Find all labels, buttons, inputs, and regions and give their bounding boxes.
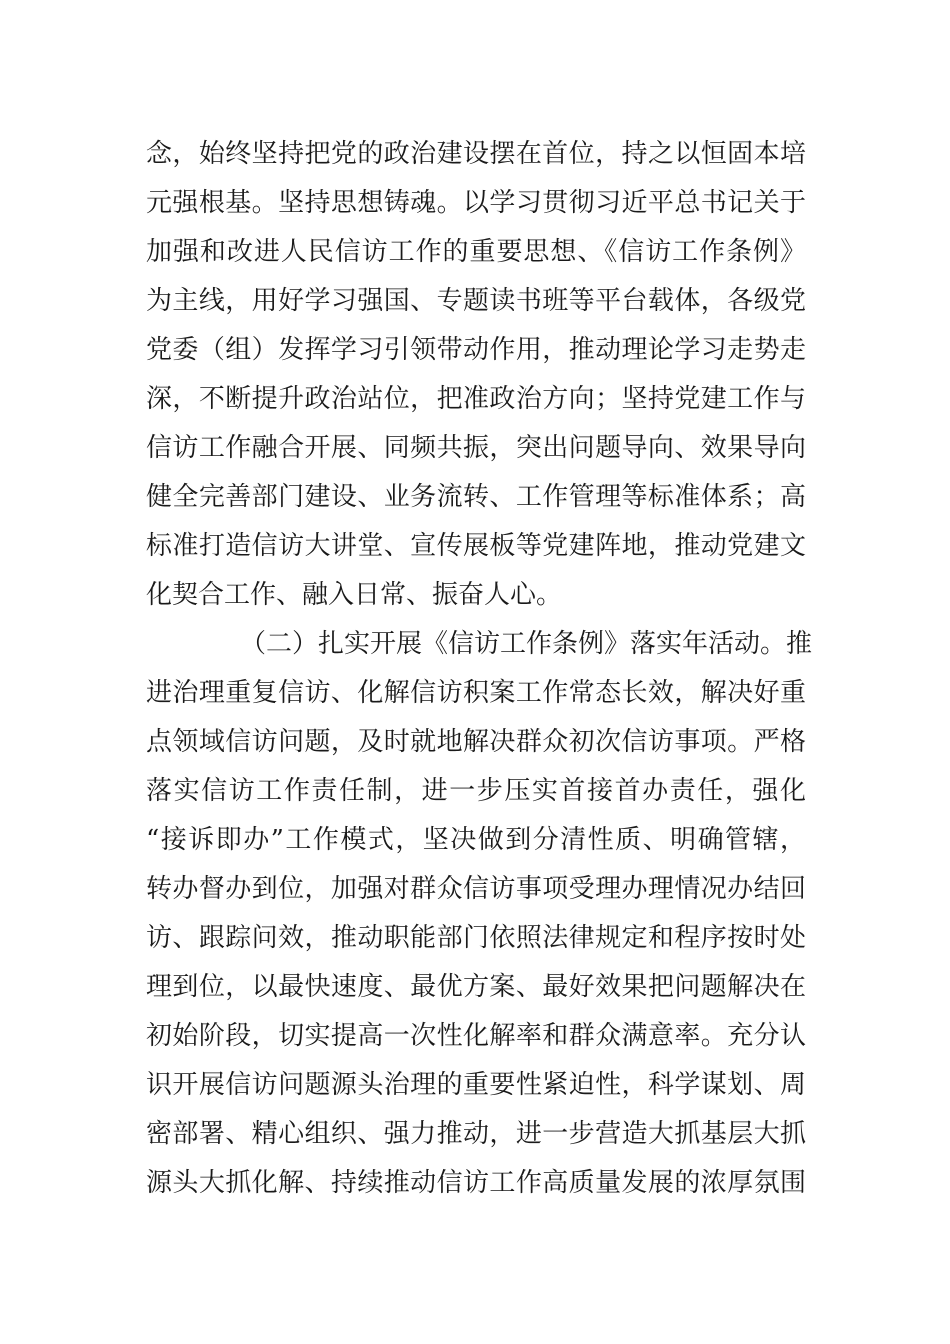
- text-line: 党委（组）发挥学习引领带动作用，推动理论学习走势走: [146, 335, 806, 365]
- text-line: 念，始终坚持把党的政治建设摆在首位，持之以恒固本培: [146, 139, 806, 169]
- text-line: 访、跟踪问效，推动职能部门依照法律规定和程序按时处: [146, 923, 806, 953]
- text-line: 信访工作融合开展、同频共振，突出问题导向、效果导向: [146, 433, 806, 463]
- text-line: 化契合工作、融入日常、振奋人心。: [146, 580, 563, 610]
- section-heading-line: （二）扎实开展《信访工作条例》落实年活动。推: [240, 629, 813, 659]
- text-line: 理到位，以最快速度、最优方案、最好效果把问题解决在: [146, 972, 806, 1002]
- text-line: “接诉即办”工作模式，坚决做到分清性质、明确管辖，: [146, 825, 806, 855]
- text-line: 落实信访工作责任制，进一步压实首接首办责任，强化: [146, 776, 806, 806]
- text-line: 进治理重复信访、化解信访积案工作常态长效，解决好重: [146, 678, 806, 708]
- text-line: 密部署、精心组织、强力推动，进一步营造大抓基层大抓: [146, 1119, 806, 1149]
- text-line: 源头大抓化解、持续推动信访工作高质量发展的浓厚氛围: [146, 1168, 806, 1198]
- text-line: 为主线，用好学习强国、专题读书班等平台载体，各级党: [146, 286, 806, 316]
- text-line: 标准打造信访大讲堂、宣传展板等党建阵地，推动党建文: [146, 531, 806, 561]
- text-line: 健全完善部门建设、业务流转、工作管理等标准体系；高: [146, 482, 806, 512]
- text-line: 识开展信访问题源头治理的重要性紧迫性，科学谋划、周: [146, 1070, 806, 1100]
- text-line: 转办督办到位，加强对群众信访事项受理办理情况办结回: [146, 874, 806, 904]
- text-line: 点领域信访问题，及时就地解决群众初次信访事项。严格: [146, 727, 806, 757]
- text-line: 元强根基。坚持思想铸魂。以学习贯彻习近平总书记关于: [146, 188, 806, 218]
- text-line: 加强和改进人民信访工作的重要思想、《信访工作条例》: [146, 237, 806, 267]
- text-line: 初始阶段，切实提高一次性化解率和群众满意率。充分认: [146, 1021, 806, 1051]
- text-line: 深，不断提升政治站位，把准政治方向；坚持党建工作与: [146, 384, 806, 414]
- body-text: [146, 130, 813, 1208]
